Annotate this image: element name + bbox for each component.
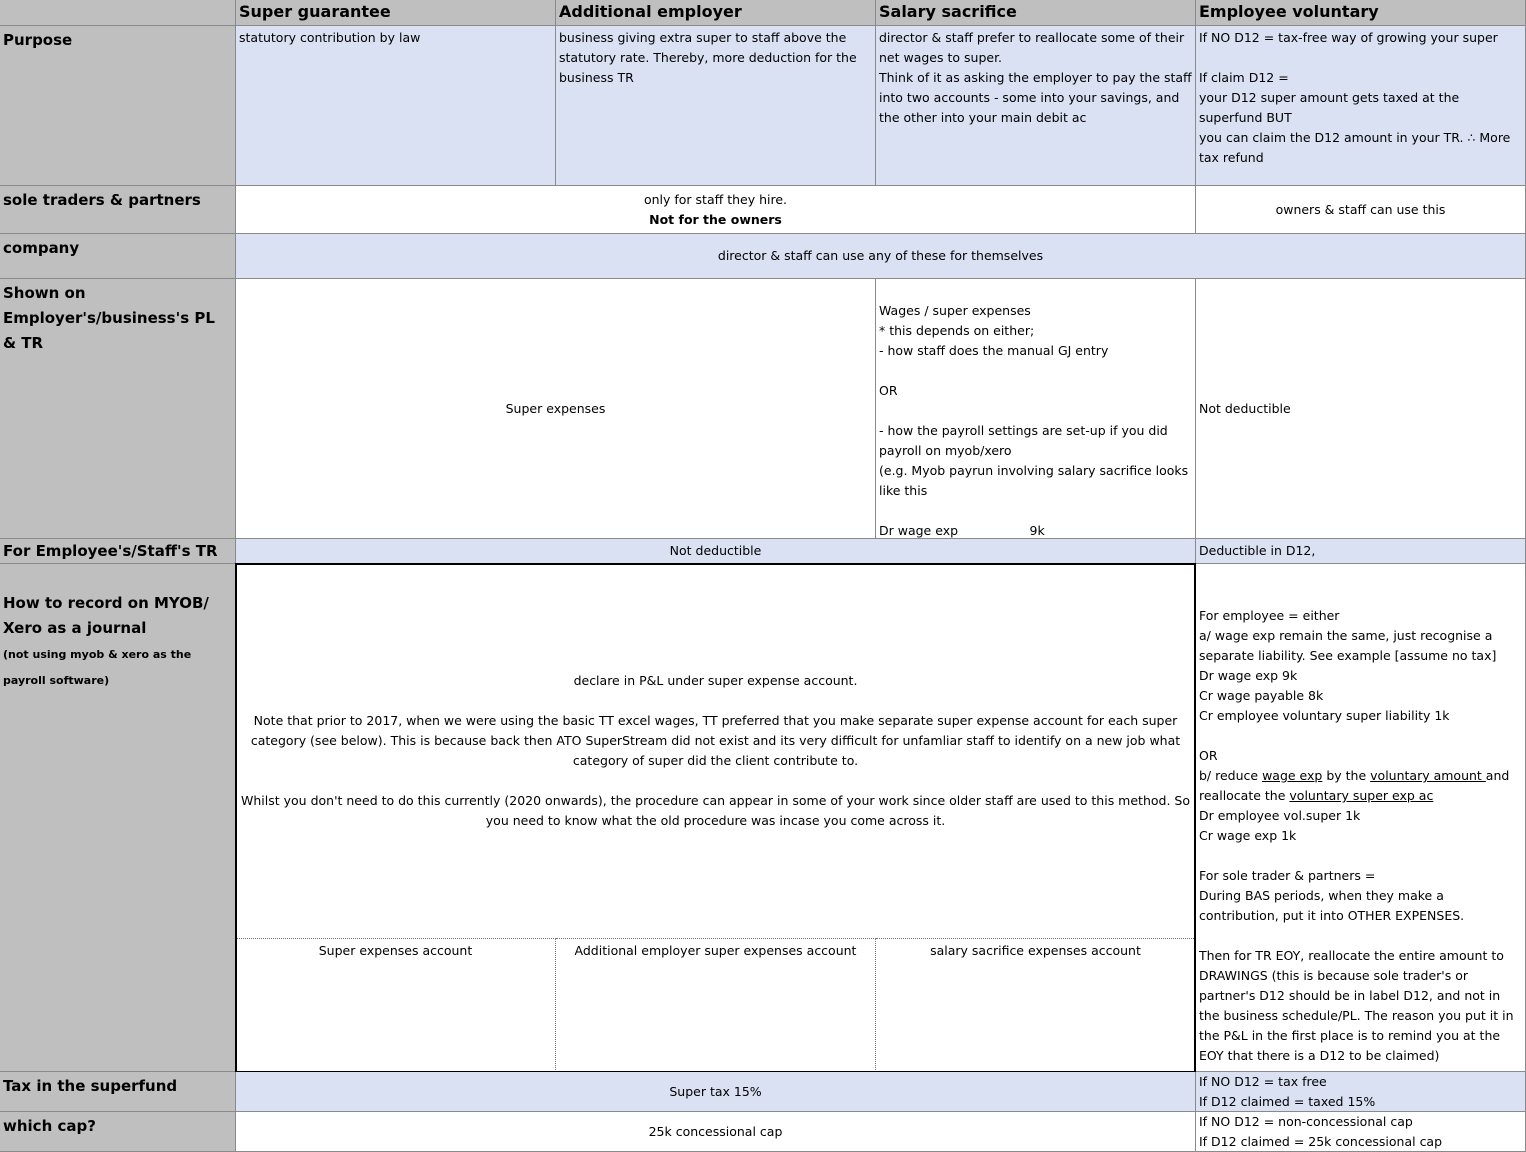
row-label-purpose[interactable]: Purpose (0, 26, 236, 186)
ev-b-mid2: and reallocate the (1199, 768, 1510, 803)
super-expenses-account[interactable]: Super expenses account (236, 938, 556, 1072)
shown-on-salary-sacrifice[interactable] (876, 279, 1196, 539)
row-label-how-to-record[interactable] (0, 564, 236, 1072)
ev-part1: For employee = either a/ wage exp remain the same, just recognise a separate liability. See example [assume no tax] Dr wage exp 9k Cr wage payable 8k Cr employee voluntary super liability 1k OR (1199, 608, 1497, 763)
how-to-record-label: How to record on MYOB/ Xero as a journal (3, 594, 209, 637)
row-label-which-cap[interactable]: which cap? (0, 1112, 236, 1152)
tax-superfund-first-three[interactable]: Super tax 15% (236, 1072, 1196, 1112)
ev-b-mid: by the (1322, 768, 1371, 783)
journal-line-1: Dr wage exp 9k (879, 523, 1045, 538)
employee-tr-first-three[interactable]: Not deductible (236, 539, 1196, 564)
ev-b-voluntary-super-exp: voluntary super exp ac (1289, 788, 1434, 803)
how-to-record-note: (not using myob & xero as the payroll software) (3, 648, 192, 687)
shown-on-employee-voluntary[interactable]: Not deductible (1196, 279, 1526, 539)
how-to-record-employee-voluntary[interactable] (1196, 564, 1526, 1072)
header-salary-sacrifice[interactable]: Salary sacrifice (876, 0, 1196, 26)
purpose-employee-voluntary[interactable]: If NO D12 = tax-free way of growing your super If claim D12 = your D12 super amount gets taxed at the superfund BUT you can claim the D12 amount in your TR. ∴ More tax refund (1196, 26, 1526, 186)
row-label-shown-on[interactable]: Shown on Employer's/business's PL & TR (0, 279, 236, 539)
how-to-record-main[interactable]: declare in P&L under super expense account. Note that prior to 2017, when we were using the basic TT excel wages, TT preferred that you make separate super expense account for each super category (see below). This is because back then ATO SuperStream did not exist and its very difficult for unfamliar staff to identify on a new job what category of super did the client contribute to. Whilst you don't need to do this currently (2020 onwards), the procedure can appear in some of your work since older staff are used to this method. So you need to know what the old procedure was incase you come across it. (236, 564, 1196, 938)
salary-sacrifice-account[interactable]: salary sacrifice expenses account (876, 938, 1196, 1072)
which-cap-first-three[interactable]: 25k concessional cap (236, 1112, 1196, 1152)
header-super-guarantee[interactable]: Super guarantee (236, 0, 556, 26)
tax-superfund-employee-voluntary[interactable]: If NO D12 = tax free If D12 claimed = taxed 15% (1196, 1072, 1526, 1112)
which-cap-employee-voluntary[interactable]: If NO D12 = non-concessional cap If D12 claimed = 25k concessional cap (1196, 1112, 1526, 1152)
row-label-company[interactable]: company (0, 234, 236, 279)
ev-b-prefix: b/ reduce (1199, 768, 1263, 783)
row-label-sole-traders[interactable]: sole traders & partners (0, 186, 236, 234)
employee-tr-employee-voluntary[interactable]: Deductible in D12, (1196, 539, 1526, 564)
header-additional-employer[interactable]: Additional employer (556, 0, 876, 26)
sole-traders-employee-voluntary[interactable]: owners & staff can use this (1196, 186, 1526, 234)
sole-traders-line2: Not for the owners (649, 211, 782, 227)
ev-b-wage-exp: wage exp (1262, 768, 1323, 783)
purpose-salary-sacrifice[interactable]: director & staff prefer to reallocate some of their net wages to super. Think of it as asking the employer to pay the staff into two accounts - some into your savings, and the other into your main debit ac (876, 26, 1196, 186)
row-label-tax-superfund[interactable]: Tax in the superfund (0, 1072, 236, 1112)
company-all-columns[interactable]: director & staff can use any of these for themselves (236, 234, 1526, 279)
header-corner (0, 0, 236, 26)
purpose-additional-employer[interactable]: business giving extra super to staff above the statutory rate. Thereby, more deduction for the business TR (556, 26, 876, 186)
row-label-employee-tr[interactable]: For Employee's/Staff's TR (0, 539, 236, 564)
ev-part2: Dr employee vol.super 1k Cr wage exp 1k For sole trader & partners = During BAS periods, when they make a contribution, put it into OTHER EXPENSES. Then for TR EOY, reallocate the entire amount to DRAWINGS (this is because sole trader's or partner's D12 should be in label D12, and not in the business schedule/PL. The reason you put it in the P&L in the first place is to remind you at the EOY that there is a D12 to be claimed) (1199, 808, 1514, 1063)
sole-traders-line1: only for staff they hire. (643, 191, 788, 207)
sole-traders-first-three[interactable] (236, 186, 1196, 234)
ev-b-voluntary-amount: voluntary amount (1370, 768, 1486, 783)
shown-on-first-two[interactable]: Super expenses (236, 279, 876, 539)
additional-employer-account[interactable]: Additional employer super expenses account (556, 938, 876, 1072)
shown-on-salary-sacrifice-intro: Wages / super expenses * this depends on either; - how staff does the manual GJ entry OR - how the payroll settings are set-up if you did payroll on myob/xero (e.g. Myob payrun involving salary sacrifice looks like this (879, 303, 1189, 498)
purpose-super-guarantee[interactable]: statutory contribution by law (236, 26, 556, 186)
header-employee-voluntary[interactable]: Employee voluntary (1196, 0, 1526, 26)
